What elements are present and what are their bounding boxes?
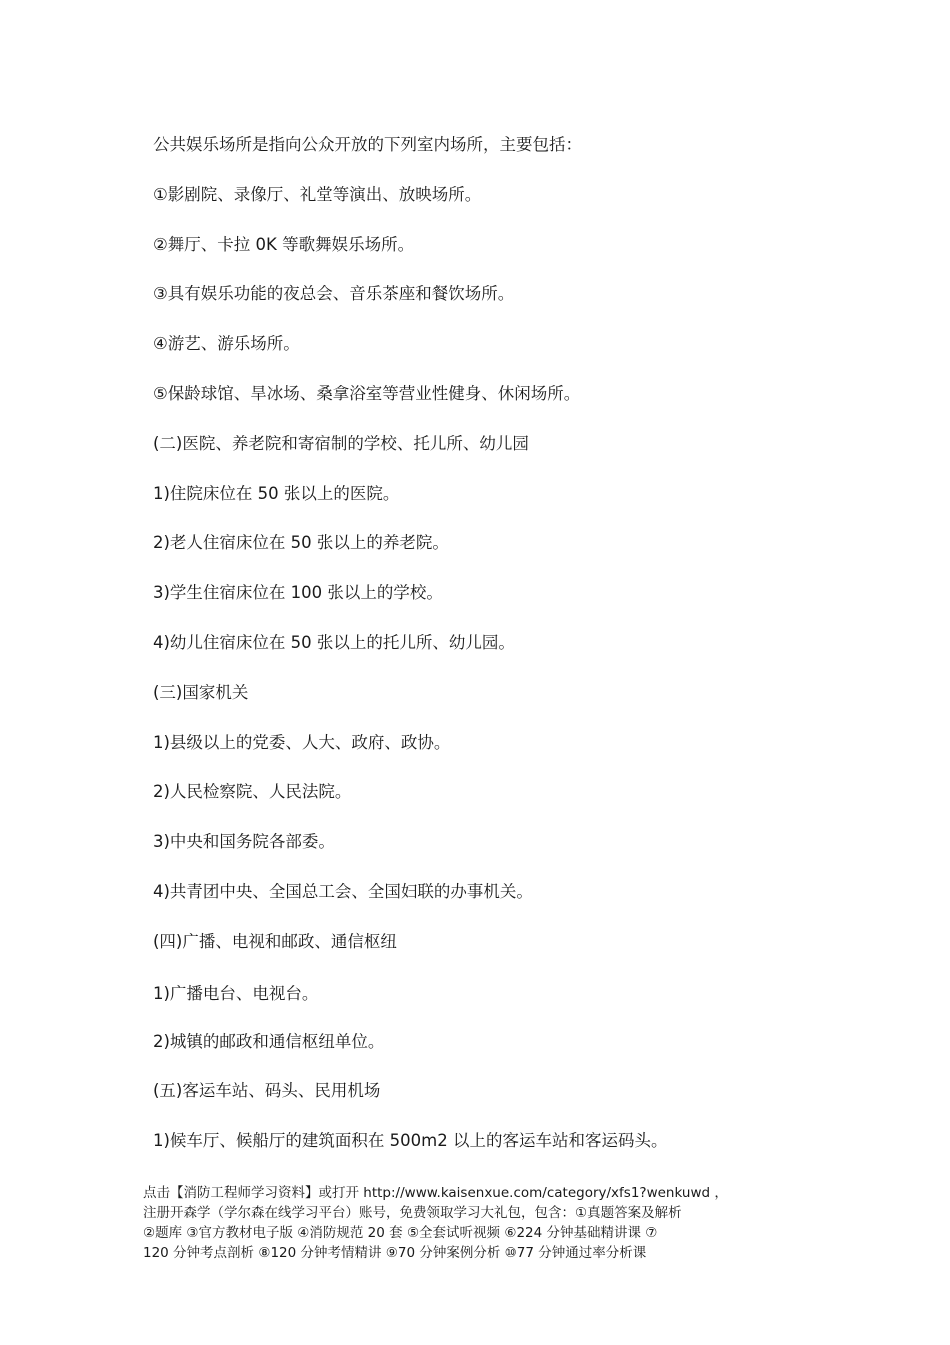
- promo-text-line: 120 分钟考点剖析 ⑧120 分钟考情精讲 ⑨70 分钟案例分析 ⑩77 分钟通过率分析课: [143, 1245, 647, 1261]
- list-item: 4)幼儿住宿床位在 50 张以上的托儿所、幼儿园。: [153, 633, 515, 652]
- list-item: ⑤保龄球馆、旱冰场、桑拿浴室等营业性健身、休闲场所。: [153, 384, 581, 403]
- list-item: ④游艺、游乐场所。: [153, 334, 300, 353]
- list-item: 1)住院床位在 50 张以上的医院。: [153, 484, 400, 503]
- promo-text-line: ②题库 ③官方教材电子版 ④消防规范 20 套 ⑤全套试听视频 ⑥224 分钟基础精讲课 ⑦: [143, 1225, 658, 1241]
- list-item: ③具有娱乐功能的夜总会、音乐茶座和餐饮场所。: [153, 284, 515, 303]
- promo-text-line: 注册开森学（学尔森在线学习平台）账号，免费领取学习大礼包，包含：①真题答案及解析: [143, 1205, 682, 1221]
- list-item: 3)学生住宿床位在 100 张以上的学校。: [153, 583, 443, 602]
- section-heading: (五)客运车站、码头、民用机场: [153, 1081, 381, 1100]
- section-heading: (二)医院、养老院和寄宿制的学校、托儿所、幼儿园: [153, 434, 529, 453]
- list-item: 1)广播电台、电视台。: [153, 984, 319, 1003]
- list-item: 2)人民检察院、人民法院。: [153, 782, 352, 801]
- section-heading: (三)国家机关: [153, 683, 249, 702]
- list-item: 4)共青团中央、全国总工会、全国妇联的办事机关。: [153, 882, 533, 901]
- list-item: 1)县级以上的党委、人大、政府、政协。: [153, 733, 451, 752]
- list-item: 1)候车厅、候船厅的建筑面积在 500m2 以上的客运车站和客运码头。: [153, 1131, 668, 1150]
- list-item: 3)中央和国务院各部委。: [153, 832, 335, 851]
- promo-footer: [143, 1183, 823, 1263]
- promo-link-line[interactable]: 点击【消防工程师学习资料】或打开 http://www.kaisenxue.com/category/xfs1?wenkuwd ，: [143, 1185, 728, 1201]
- list-item: 2)老人住宿床位在 50 张以上的养老院。: [153, 533, 449, 552]
- list-item: 2)城镇的邮政和通信枢纽单位。: [153, 1032, 385, 1051]
- list-item: ②舞厅、卡拉 0K 等歌舞娱乐场所。: [153, 235, 415, 254]
- list-item: ①影剧院、录像厅、礼堂等演出、放映场所。: [153, 185, 482, 204]
- intro-line: 公共娱乐场所是指向公众开放的下列室内场所，主要包括：: [153, 135, 582, 154]
- section-heading: (四)广播、电视和邮政、通信枢纽: [153, 932, 397, 951]
